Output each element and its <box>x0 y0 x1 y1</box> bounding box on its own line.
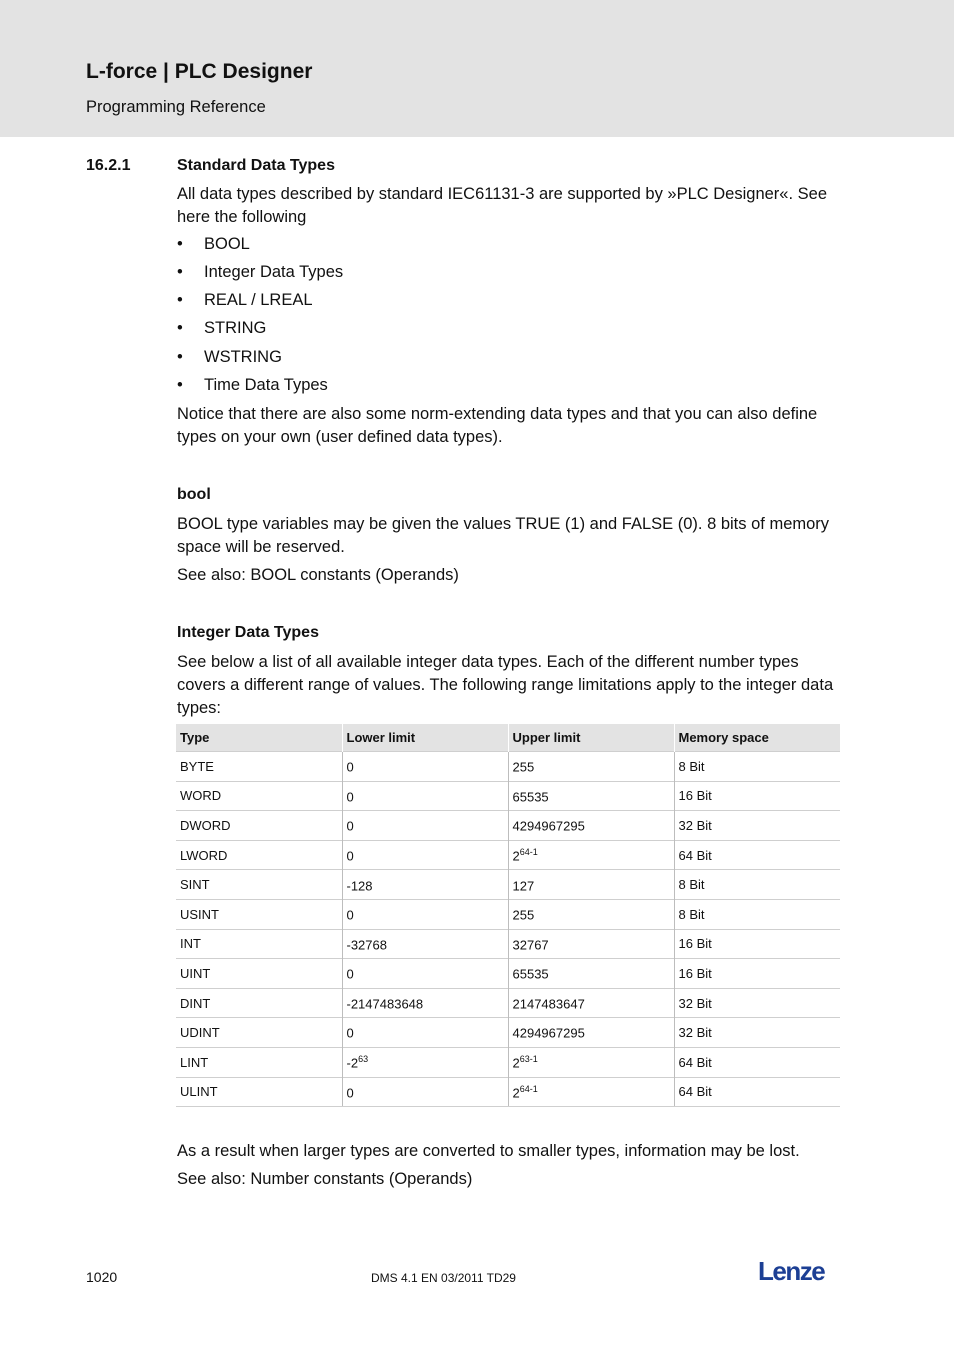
cell-lower-limit-value: 0 <box>346 759 354 775</box>
cell-upper-limit <box>508 1047 674 1077</box>
cell-type <box>176 1018 342 1048</box>
cell-memory-space-value: 64 Bit <box>678 1054 712 1070</box>
cell-type-value: ULINT <box>180 1084 218 1100</box>
cell-upper-limit-exponent: 64-1 <box>519 1083 538 1094</box>
bullet-icon: • <box>177 263 183 281</box>
cell-upper-limit-value: 32767 <box>512 937 549 953</box>
cell-upper-limit-exponent: 64-1 <box>519 846 538 857</box>
table-row <box>176 1047 840 1077</box>
bullet-icon: • <box>177 291 183 309</box>
bool-see-also: See also: BOOL constants (Operands) <box>177 566 459 584</box>
document-id: DMS 4.1 EN 03/2011 TD29 <box>371 1271 516 1285</box>
cell-memory-space <box>674 1077 840 1107</box>
table-row <box>176 929 840 959</box>
cell-type-value: UDINT <box>180 1025 220 1041</box>
cell-lower-limit-value: 0 <box>346 848 354 864</box>
cell-memory-space-value: 16 Bit <box>678 936 712 952</box>
table-row <box>176 811 840 841</box>
cell-type-value: DINT <box>180 995 211 1011</box>
table-row <box>176 752 840 782</box>
cell-upper-limit-value: 255 <box>512 759 535 775</box>
cell-lower-limit <box>342 781 508 811</box>
cell-memory-space-value: 32 Bit <box>678 1025 712 1041</box>
cell-upper-limit <box>508 840 674 870</box>
cell-upper-limit-value: 4294967295 <box>512 1025 585 1041</box>
cell-type-value: UINT <box>180 965 211 981</box>
cell-memory-space <box>674 870 840 900</box>
cell-lower-limit-exponent: 63 <box>358 1054 369 1065</box>
document-title: L-force | PLC Designer <box>86 60 313 83</box>
cell-memory-space-value: 16 Bit <box>678 965 712 981</box>
cell-type <box>176 1077 342 1107</box>
cell-type-value: INT <box>180 936 201 952</box>
cell-upper-limit <box>508 781 674 811</box>
cell-lower-limit-value: 0 <box>346 966 354 982</box>
cell-lower-limit <box>342 870 508 900</box>
svg-text:Lenze: Lenze <box>758 1258 825 1286</box>
cell-lower-limit-value: -128 <box>346 877 373 893</box>
bool-paragraph: BOOL type variables may be given the values TRUE (1) and FALSE (0). 8 bits of memory space will be reserved. <box>177 515 830 556</box>
cell-type-value: USINT <box>180 906 219 922</box>
cell-memory-space <box>674 752 840 782</box>
table-row <box>176 1077 840 1107</box>
integer-paragraph: See below a list of all available integer data types. Each of the different number types covers a different range of values. The following range limitations apply to the integer data types: <box>177 653 834 717</box>
notice-paragraph: Notice that there are also some norm-extending data types and that you can also define types on your own (user defined data types). <box>177 405 818 446</box>
cell-type <box>176 840 342 870</box>
cell-lower-limit-value: 0 <box>346 789 354 805</box>
cell-lower-limit-value: 0 <box>346 1084 354 1100</box>
cell-upper-limit-value: 2 <box>512 1055 520 1071</box>
bullet-icon: • <box>177 319 183 337</box>
cell-upper-limit-value: 127 <box>512 877 535 893</box>
cell-upper-limit <box>508 752 674 782</box>
cell-upper-limit-value: 2 <box>512 848 520 864</box>
cell-upper-limit-value: 255 <box>512 907 535 923</box>
cell-lower-limit-value: -2 <box>346 1055 359 1071</box>
cell-memory-space-value: 16 Bit <box>678 788 712 804</box>
cell-upper-limit <box>508 929 674 959</box>
cell-memory-space <box>674 959 840 989</box>
lenze-logo <box>758 1258 838 1291</box>
cell-upper-limit <box>508 988 674 1018</box>
integer-see-also: See also: Number constants (Operands) <box>177 1170 473 1188</box>
cell-memory-space-value: 32 Bit <box>678 995 712 1011</box>
column-header-type: Type <box>176 724 342 752</box>
table-row <box>176 1018 840 1048</box>
cell-lower-limit-value: -32768 <box>346 937 387 953</box>
cell-memory-space-value: 8 Bit <box>678 758 705 774</box>
table-row <box>176 840 840 870</box>
cell-type <box>176 929 342 959</box>
cell-type <box>176 811 342 841</box>
bullet-icon: • <box>177 348 183 366</box>
cell-upper-limit <box>508 899 674 929</box>
cell-upper-limit-exponent: 63-1 <box>519 1054 538 1065</box>
cell-type-value: WORD <box>180 788 222 804</box>
page-header <box>0 0 954 137</box>
cell-upper-limit-value: 2147483647 <box>512 996 585 1012</box>
cell-type-value: LINT <box>180 1054 209 1070</box>
cell-lower-limit-value: -2147483648 <box>346 996 424 1012</box>
cell-upper-limit-value: 65535 <box>512 966 549 982</box>
cell-lower-limit <box>342 899 508 929</box>
cell-upper-limit-value: 65535 <box>512 789 549 805</box>
cell-lower-limit <box>342 929 508 959</box>
cell-memory-space <box>674 1018 840 1048</box>
cell-type <box>176 1047 342 1077</box>
section-title: Standard Data Types <box>177 157 335 174</box>
cell-lower-limit <box>342 811 508 841</box>
cell-upper-limit <box>508 870 674 900</box>
cell-lower-limit-value: 0 <box>346 818 354 834</box>
column-header-memory-space: Memory space <box>674 724 840 752</box>
cell-memory-space-value: 8 Bit <box>678 877 705 893</box>
result-paragraph: As a result when larger types are converted to smaller types, information may be lost. <box>177 1142 800 1160</box>
lenze-logo-mark <box>758 1258 838 1286</box>
cell-memory-space-value: 32 Bit <box>678 817 712 833</box>
bool-heading: bool <box>177 486 211 503</box>
cell-lower-limit <box>342 1047 508 1077</box>
integer-types-table <box>176 724 840 1107</box>
cell-lower-limit <box>342 988 508 1018</box>
cell-memory-space <box>674 840 840 870</box>
cell-lower-limit <box>342 1018 508 1048</box>
cell-lower-limit <box>342 1077 508 1107</box>
cell-memory-space-value: 64 Bit <box>678 847 712 863</box>
cell-memory-space <box>674 781 840 811</box>
table-row <box>176 899 840 929</box>
column-header-upper-limit: Upper limit <box>508 724 674 752</box>
table-row <box>176 870 840 900</box>
bullet-icon: • <box>177 235 183 253</box>
cell-type-value: SINT <box>180 877 210 893</box>
cell-memory-space <box>674 811 840 841</box>
cell-type-value: DWORD <box>180 817 231 833</box>
cell-lower-limit-value: 0 <box>346 907 354 923</box>
cell-memory-space <box>674 899 840 929</box>
document-subtitle: Programming Reference <box>86 98 266 116</box>
cell-lower-limit-value: 0 <box>346 1025 354 1041</box>
cell-lower-limit <box>342 959 508 989</box>
table-header-row <box>176 724 840 752</box>
cell-type <box>176 899 342 929</box>
cell-memory-space <box>674 929 840 959</box>
cell-upper-limit <box>508 1077 674 1107</box>
cell-memory-space-value: 8 Bit <box>678 906 705 922</box>
cell-upper-limit <box>508 959 674 989</box>
cell-memory-space <box>674 1047 840 1077</box>
cell-lower-limit <box>342 752 508 782</box>
cell-type-value: BYTE <box>180 758 214 774</box>
bullet-icon: • <box>177 376 183 394</box>
cell-type <box>176 870 342 900</box>
section-number: 16.2.1 <box>86 157 131 174</box>
cell-type <box>176 959 342 989</box>
cell-memory-space-value: 64 Bit <box>678 1084 712 1100</box>
cell-upper-limit <box>508 1018 674 1048</box>
cell-memory-space <box>674 988 840 1018</box>
cell-lower-limit <box>342 840 508 870</box>
cell-type <box>176 781 342 811</box>
cell-upper-limit <box>508 811 674 841</box>
table-row <box>176 959 840 989</box>
cell-upper-limit-value: 4294967295 <box>512 818 585 834</box>
cell-type <box>176 752 342 782</box>
column-header-lower-limit: Lower limit <box>342 724 508 752</box>
cell-upper-limit-value: 2 <box>512 1084 520 1100</box>
table-row <box>176 781 840 811</box>
cell-type <box>176 988 342 1018</box>
intro-paragraph: All data types described by standard IEC61131-3 are supported by »PLC Designer«. See here the following <box>177 185 828 226</box>
table-row <box>176 988 840 1018</box>
integer-heading: Integer Data Types <box>177 624 319 641</box>
cell-type-value: LWORD <box>180 847 228 863</box>
page-number: 1020 <box>86 1269 118 1285</box>
